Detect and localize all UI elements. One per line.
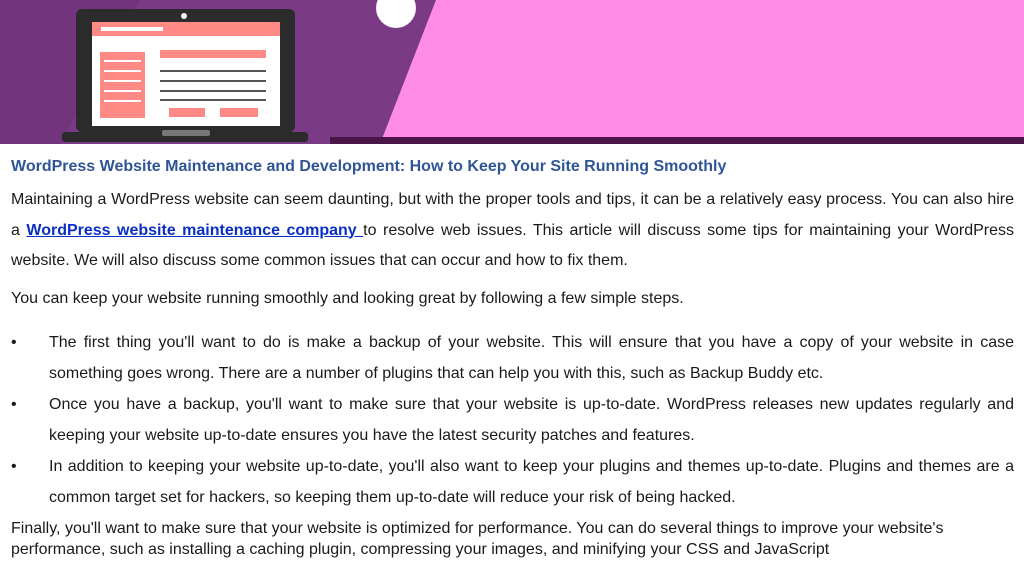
lead-paragraph: You can keep your website running smoothly and looking great by following a few simple steps. bbox=[11, 289, 684, 307]
steps-list bbox=[11, 327, 1014, 513]
list-item bbox=[11, 451, 1014, 513]
list-item-text: Once you have a backup, you'll want to make sure that your website is up-to-date. WordPress releases new updates regularly and keeping your website up-to-date ensures you have the latest security patches and features. bbox=[49, 395, 1014, 444]
bullet-icon: • bbox=[11, 333, 17, 351]
intro-paragraph bbox=[11, 185, 1014, 277]
header-banner bbox=[0, 0, 1024, 144]
intro-text-end: to resolve web issues. This article will discuss some tips for maintaining your WordPress website. We will also discuss some common issues that can occur and how to fix them. bbox=[11, 221, 1015, 269]
list-item bbox=[11, 389, 1014, 451]
list-item bbox=[11, 327, 1014, 389]
banner-illustration bbox=[0, 0, 1024, 144]
bullet-icon: • bbox=[11, 395, 17, 413]
banner-dark-band bbox=[330, 137, 1024, 144]
list-item-text: In addition to keeping your website up-to-date, you'll also want to keep your plugins and themes up-to-date. Plugins and themes are a common target set for hackers, so keeping them up-to-date will reduce your risk of being hacked. bbox=[49, 457, 1014, 506]
maintenance-company-link[interactable]: WordPress website maintenance company bbox=[26, 221, 364, 239]
laptop-icon bbox=[62, 9, 308, 142]
article bbox=[11, 156, 1014, 560]
final-paragraph: Finally, you'll want to make sure that your website is optimized for performance. You can do several things to improve your website's performance, such as installing a caching plugin, compressing your images, and minifying your CSS and JavaScript bbox=[11, 519, 944, 558]
list-item-text: The first thing you'll want to do is make a backup of your website. This will ensure that you have a copy of your website in case something goes wrong. There are a number of plugins that can help you with this, such as Backup Buddy etc. bbox=[49, 333, 1014, 382]
intro-text-start: Maintaining a WordPress website can seem daunting, but with the proper tools and tips, it can be a relatively easy process. You can also hire a bbox=[11, 191, 1014, 239]
article-title: WordPress Website Maintenance and Development: How to Keep Your Site Running Smoothly bbox=[11, 158, 727, 175]
bullet-icon: • bbox=[11, 457, 17, 475]
